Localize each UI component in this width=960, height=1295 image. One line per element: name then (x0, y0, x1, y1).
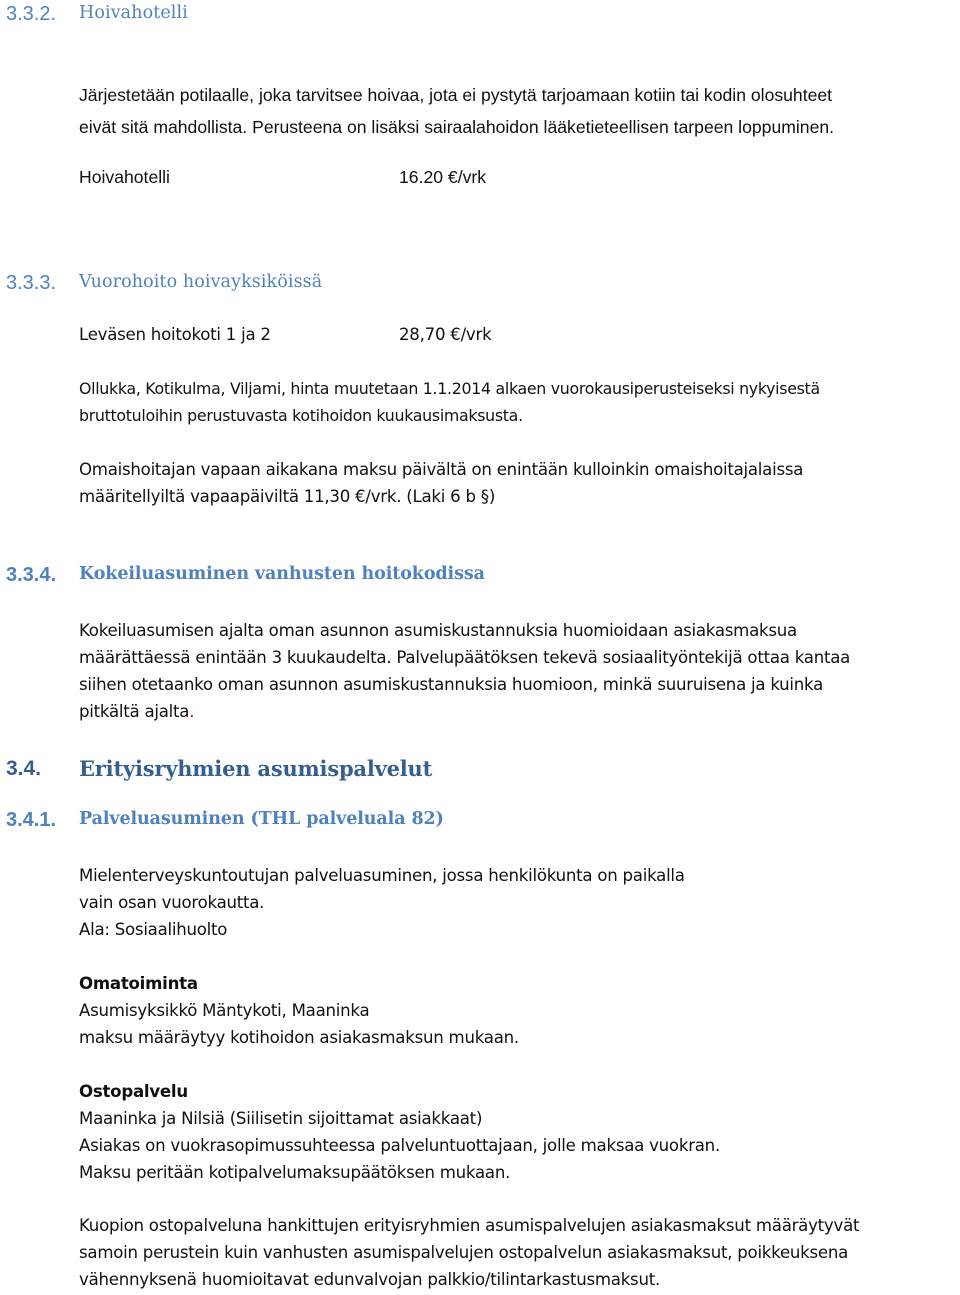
paragraph-line: Mielenterveyskuntoutujan palveluasuminen, jossa henkilökunta on paikalla (79, 866, 685, 885)
paragraph-line: Ollukka, Kotikulma, Viljami, hinta muutetaan 1.1.2014 alkaen vuorokausiperusteiseksi nykyisestä (79, 379, 820, 398)
section-number-3-4-1: 3.4.1. (6, 809, 57, 831)
section-title-palveluasuminen: Palveluasuminen (THL palveluala 82) (79, 809, 444, 829)
paragraph-line: määritellyiltä vapaapäiviltä 11,30 €/vrk. (Laki 6 b §) (79, 487, 496, 506)
paragraph-line: siihen otetaanko oman asunnon asumiskustannuksia huomioon, minkä suuruisena ja kuinka (79, 675, 824, 694)
subheading-omatoiminta: Omatoiminta (79, 974, 198, 993)
paragraph-line: Järjestetään potilaalle, joka tarvitsee hoivaa, jota ei pystytä tarjoamaan kotiin tai kodin olosuhteet (79, 85, 833, 105)
section-title-kokeiluasuminen: Kokeiluasuminen vanhusten hoitokodissa (79, 564, 485, 584)
section-title-hoivahotelli: Hoivahotelli (79, 3, 188, 23)
paragraph-line: Kokeiluasumisen ajalta oman asunnon asumiskustannuksia huomioidaan asiakasmaksua (79, 621, 797, 640)
paragraph-line: määrättäessä enintään 3 kuukaudelta. Palvelupäätöksen tekevä sosiaalityöntekijä ottaa kantaa (79, 648, 851, 667)
paragraph-text: pitkältä ajalta (79, 702, 190, 721)
paragraph-line: Asiakas on vuokrasopimussuhteessa palveluntuottajaan, jolle maksaa vuokran. (79, 1136, 720, 1155)
paragraph-line: Omaishoitajan vapaan aikakana maksu päivältä on enintään kulloinkin omaishoitajalaissa (79, 460, 804, 479)
section-number-3-3-2: 3.3.2. (6, 3, 57, 25)
paragraph-line (79, 702, 194, 721)
section-title-erityisryhmien: Erityisryhmien asumispalvelut (79, 756, 433, 781)
paragraph-line: maksu määräytyy kotihoidon asiakasmaksun mukaan. (79, 1028, 519, 1047)
paragraph-line: vain osan vuorokautta. (79, 893, 265, 912)
paragraph-line: Maksu peritään kotipalvelumaksupäätöksen mukaan. (79, 1163, 511, 1182)
paragraph-line: Kuopion ostopalveluna hankittujen erityisryhmien asumispalvelujen asiakasmaksut määräytyvät (79, 1216, 860, 1235)
paragraph-line: samoin perustein kuin vanhusten asumispalvelujen ostopalvelun asiakasmaksut, poikkeuksena (79, 1243, 849, 1262)
price-value: 16.20 €/vrk (399, 167, 487, 187)
price-value: 28,70 €/vrk (399, 325, 492, 344)
paragraph-line: Maaninka ja Nilsiä (Siilisetin sijoittamat asiakkaat) (79, 1109, 483, 1128)
price-label: Hoivahotelli (79, 167, 170, 187)
section-number-3-3-4: 3.3.4. (6, 564, 57, 586)
red-period: . (189, 702, 195, 721)
paragraph-line: bruttotuloihin perustuvasta kotihoidon kuukausimaksusta. (79, 406, 523, 425)
section-number-3-3-3: 3.3.3. (6, 272, 57, 294)
paragraph-line: eivät sitä mahdollista. Perusteena on lisäksi sairaalahoidon lääketieteellisen tarpeen loppuminen. (79, 117, 835, 137)
section-title-vuorohoito: Vuorohoito hoivayksiköissä (79, 272, 323, 292)
paragraph-line: vähennyksenä huomioitavat edunvalvojan palkkio/tilintarkastusmaksut. (79, 1270, 660, 1289)
price-label: Leväsen hoitokoti 1 ja 2 (79, 325, 271, 344)
paragraph-line: Ala: Sosiaalihuolto (79, 920, 228, 939)
subheading-ostopalvelu: Ostopalvelu (79, 1082, 188, 1101)
section-number-3-4: 3.4. (6, 757, 42, 780)
paragraph-line: Asumisyksikkö Mäntykoti, Maaninka (79, 1001, 370, 1020)
